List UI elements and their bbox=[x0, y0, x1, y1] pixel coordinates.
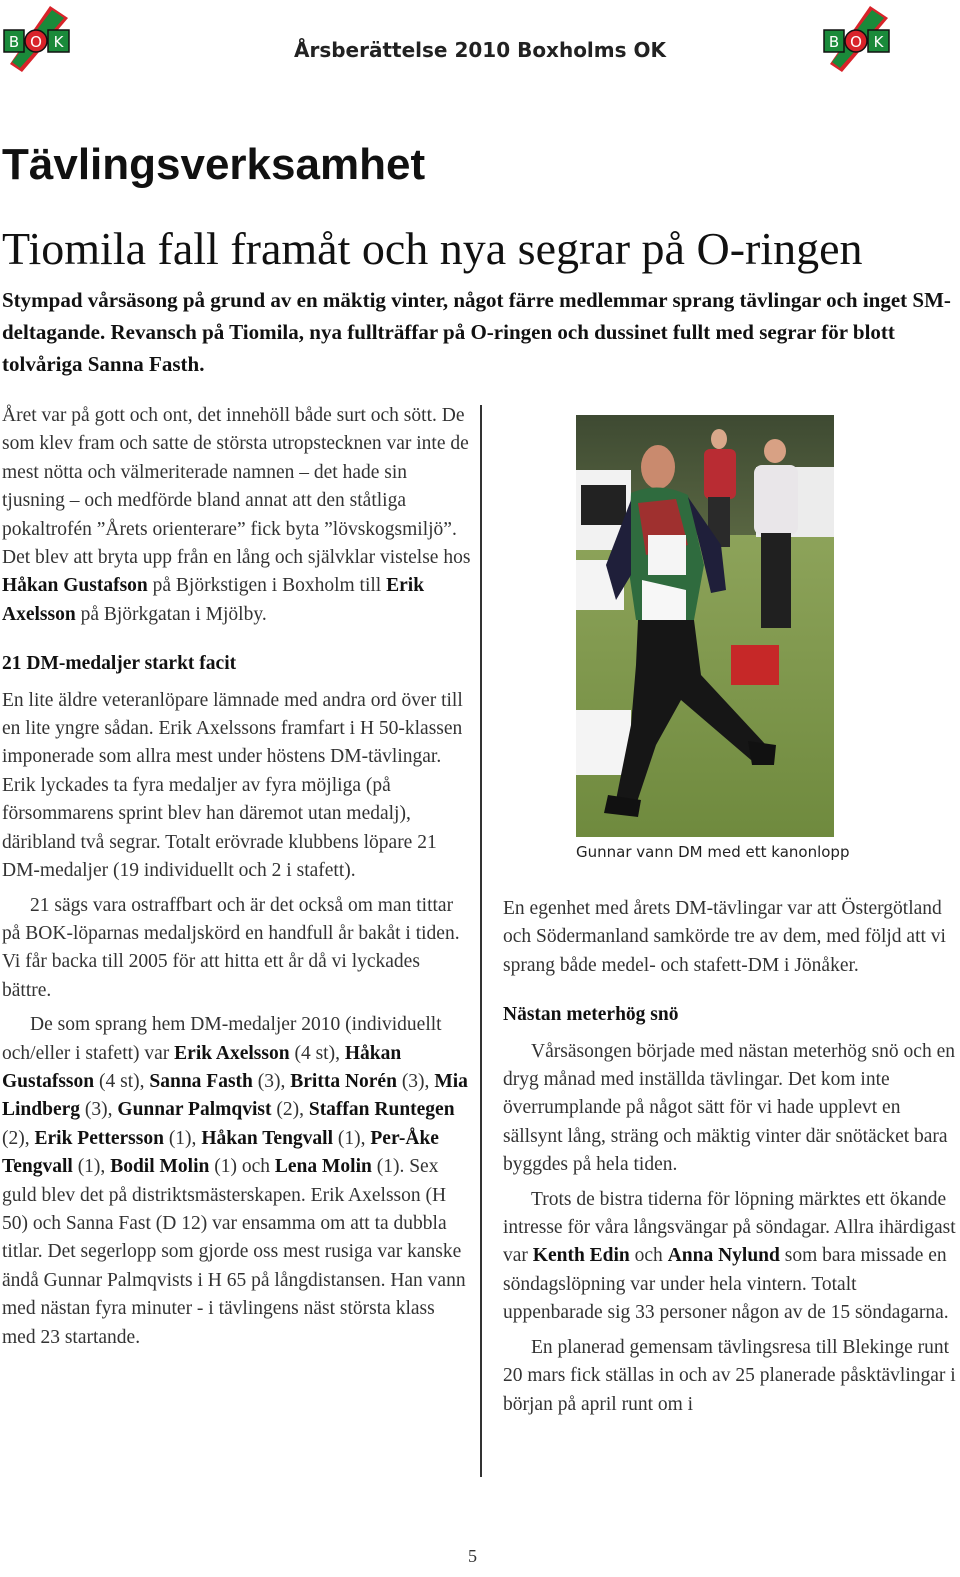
paragraph-spring-season: Vårsäsongen började med nästan meterhög snö och en dryg månad med inställda tävlingar. Det kom inte överrumplande på något sätt för vi hade upplevt en sällsynt lång, sträng och mäktig vinter där snötäcket bara byggdes på hela tiden. bbox=[503, 1040, 955, 1176]
person-name: Erik Axelsson bbox=[2, 575, 425, 625]
article-title: Tiomila fall framåt och nya segrar på O-ringen bbox=[2, 223, 863, 274]
club-logo-right bbox=[822, 4, 892, 72]
paragraph-planned-trip: En planerad gemensam tävlingsresa till Blekinge runt 20 mars fick ställas in och av 25 planerade påsktävlingar i början på april runt om i bbox=[503, 1336, 956, 1415]
runner-bib bbox=[648, 535, 686, 575]
logo-letter-b: B bbox=[8, 33, 20, 51]
paragraph-dm-cooperation: En egenhet med årets DM-tävlingar var att Östergötland och Södermanland samkörde tre av dem, med följd att vi sprang både medel- och stafett-DM i Jönåker. bbox=[503, 898, 946, 976]
person-name: Anna Nylund bbox=[667, 1245, 780, 1267]
page-number: 5 bbox=[468, 1546, 477, 1566]
photo-caption: Gunnar vann DM med ett kanonlopp bbox=[576, 843, 850, 861]
section-heading: Tävlingsverksamhet bbox=[2, 140, 426, 189]
runner-shoe-right bbox=[748, 741, 776, 765]
person-name: Gunnar Palmqvist bbox=[117, 1099, 272, 1121]
person-name: Håkan Gustafson bbox=[2, 575, 148, 597]
logo-letter-k: K bbox=[873, 33, 884, 51]
person-name: Britta Norén bbox=[290, 1070, 397, 1092]
person-name: Staffan Runtegen bbox=[308, 1099, 455, 1121]
article-lead: Stympad vårsäsong på grund av en mäktig vinter, något färre medlemmar sprang tävlingar och inget SM-deltagande. Revansch på Tiomila, nya fullträffar på O-ringen och dussinet fullt med segrar för blott tolvåriga Sanna Fasth. bbox=[2, 288, 951, 376]
person-name: Erik Pettersson bbox=[34, 1127, 164, 1149]
person-name: Mia Lindberg bbox=[2, 1070, 468, 1121]
logo-letter-o: O bbox=[850, 33, 862, 51]
person-name: Lena Molin bbox=[274, 1156, 372, 1178]
logo-letter-k: K bbox=[53, 33, 64, 51]
subheading-snow: Nästan meterhög snö bbox=[503, 1004, 679, 1026]
logo-letter-b: B bbox=[828, 33, 840, 51]
runner-bg-head bbox=[711, 429, 727, 449]
photo-runner bbox=[576, 415, 834, 837]
person-name: Håkan Tengvall bbox=[201, 1127, 333, 1149]
left-column bbox=[2, 402, 472, 1352]
paragraph-sunday-runs: Trots de bistra tiderna för löpning märktes ett ökande intresse för våra långsvängar på söndagar. Allra ihärdigast var Kenth Edin och Anna Nylund som bara missade en söndagslöpning var under hela vintern. Totalt uppenbarade sig 33 personer någon av de 15 söndagarna. bbox=[503, 1188, 956, 1324]
banner-left-logo bbox=[581, 485, 626, 525]
paragraph-veteran: En lite äldre veteranlöpare lämnade med andra ord över till en lite yngre sådan. Erik Axelssons framfart i H 50-klassen imponerade som allra mest under höstens DM-tävlingar. Erik lyckades ta fyra medaljer av fyra möjliga (på försommarens sprint blev han däremot utan medalj), däribland två segrar. Totalt erövrade klubbens löpare 21 DM-medaljer (19 individuellt och 2 i stafett). bbox=[2, 689, 463, 882]
runner-bg-shirt bbox=[704, 449, 736, 499]
paragraph-medal-count: 21 sägs vara ostraffbart och är det också om man tittar på BOK-löparnas medaljskörd en handfull år bakåt i tiden. Vi får backa till 2005 för att hitta ett år då vi lyckades bättre. bbox=[2, 894, 460, 1001]
paragraph-intro: Året var på gott och ont, det innehöll både surt och sött. De som klev fram och satte de största utropstecknen var inte de mest nötta och välmeriterade namnen – det hade sin tjusning – och medförde bland annat att den ståtliga pokaltrofén ”Årets orienterare” fick byta ”lövskogsmiljö”. Det blev att bryta upp från en lång och självklar vistelse hos Håkan Gustafson på Björkstigen i Boxholm till Erik Axelsson på Björkgatan i Mjölby. bbox=[2, 405, 471, 625]
runner-head bbox=[641, 445, 675, 489]
person-name: Per-Åke Tengvall bbox=[2, 1127, 439, 1178]
right-column bbox=[503, 895, 958, 1419]
logo-letter-o: O bbox=[30, 33, 42, 51]
person-name: Kenth Edin bbox=[532, 1245, 630, 1267]
person-name: Sanna Fasth bbox=[149, 1070, 253, 1092]
person-name: Håkan Gustafsson bbox=[2, 1042, 402, 1092]
runner-bg2-legs bbox=[761, 533, 791, 628]
person-name: Erik Axelsson bbox=[174, 1042, 290, 1064]
banner-bottom bbox=[576, 710, 631, 775]
subheading-dm-medals: 21 DM-medaljer starkt facit bbox=[2, 653, 237, 675]
person-name: Bodil Molin bbox=[110, 1156, 210, 1178]
runner-bg2-head bbox=[764, 439, 786, 463]
sign-red bbox=[731, 645, 779, 685]
header-title: Årsberättelse 2010 Boxholms OK bbox=[293, 38, 666, 62]
column-divider bbox=[480, 405, 482, 1477]
paragraph-medalists: De som sprang hem DM-medaljer 2010 (individuellt och/eller i stafett) var Erik Axelsson (4 st), Håkan Gustafsson (4 st), Sanna Fasth (3), Britta Norén (3), Mia Lindberg (3), Gunnar Palmqvist (2), Staffan Runtegen (2), Erik Pettersson (1), Håkan Tengvall (1), Per-Åke Tengvall (1), Bodil Molin (1) och Lena Molin (1). Sex guld blev det på distriktsmästerskapen. Erik Axelsson (H 50) och Sanna Fast (D 12) var ensamma om att ta dubbla titlar. Det segerlopp som gjorde oss mest rusiga var kanske ändå Gunnar Palmqvists i H 65 på långdistansen. Han vann med nästan fyra minuter - i tävlingens näst största klass med 23 startande. bbox=[2, 1014, 468, 1348]
runner-bg2-shirt bbox=[754, 465, 798, 535]
